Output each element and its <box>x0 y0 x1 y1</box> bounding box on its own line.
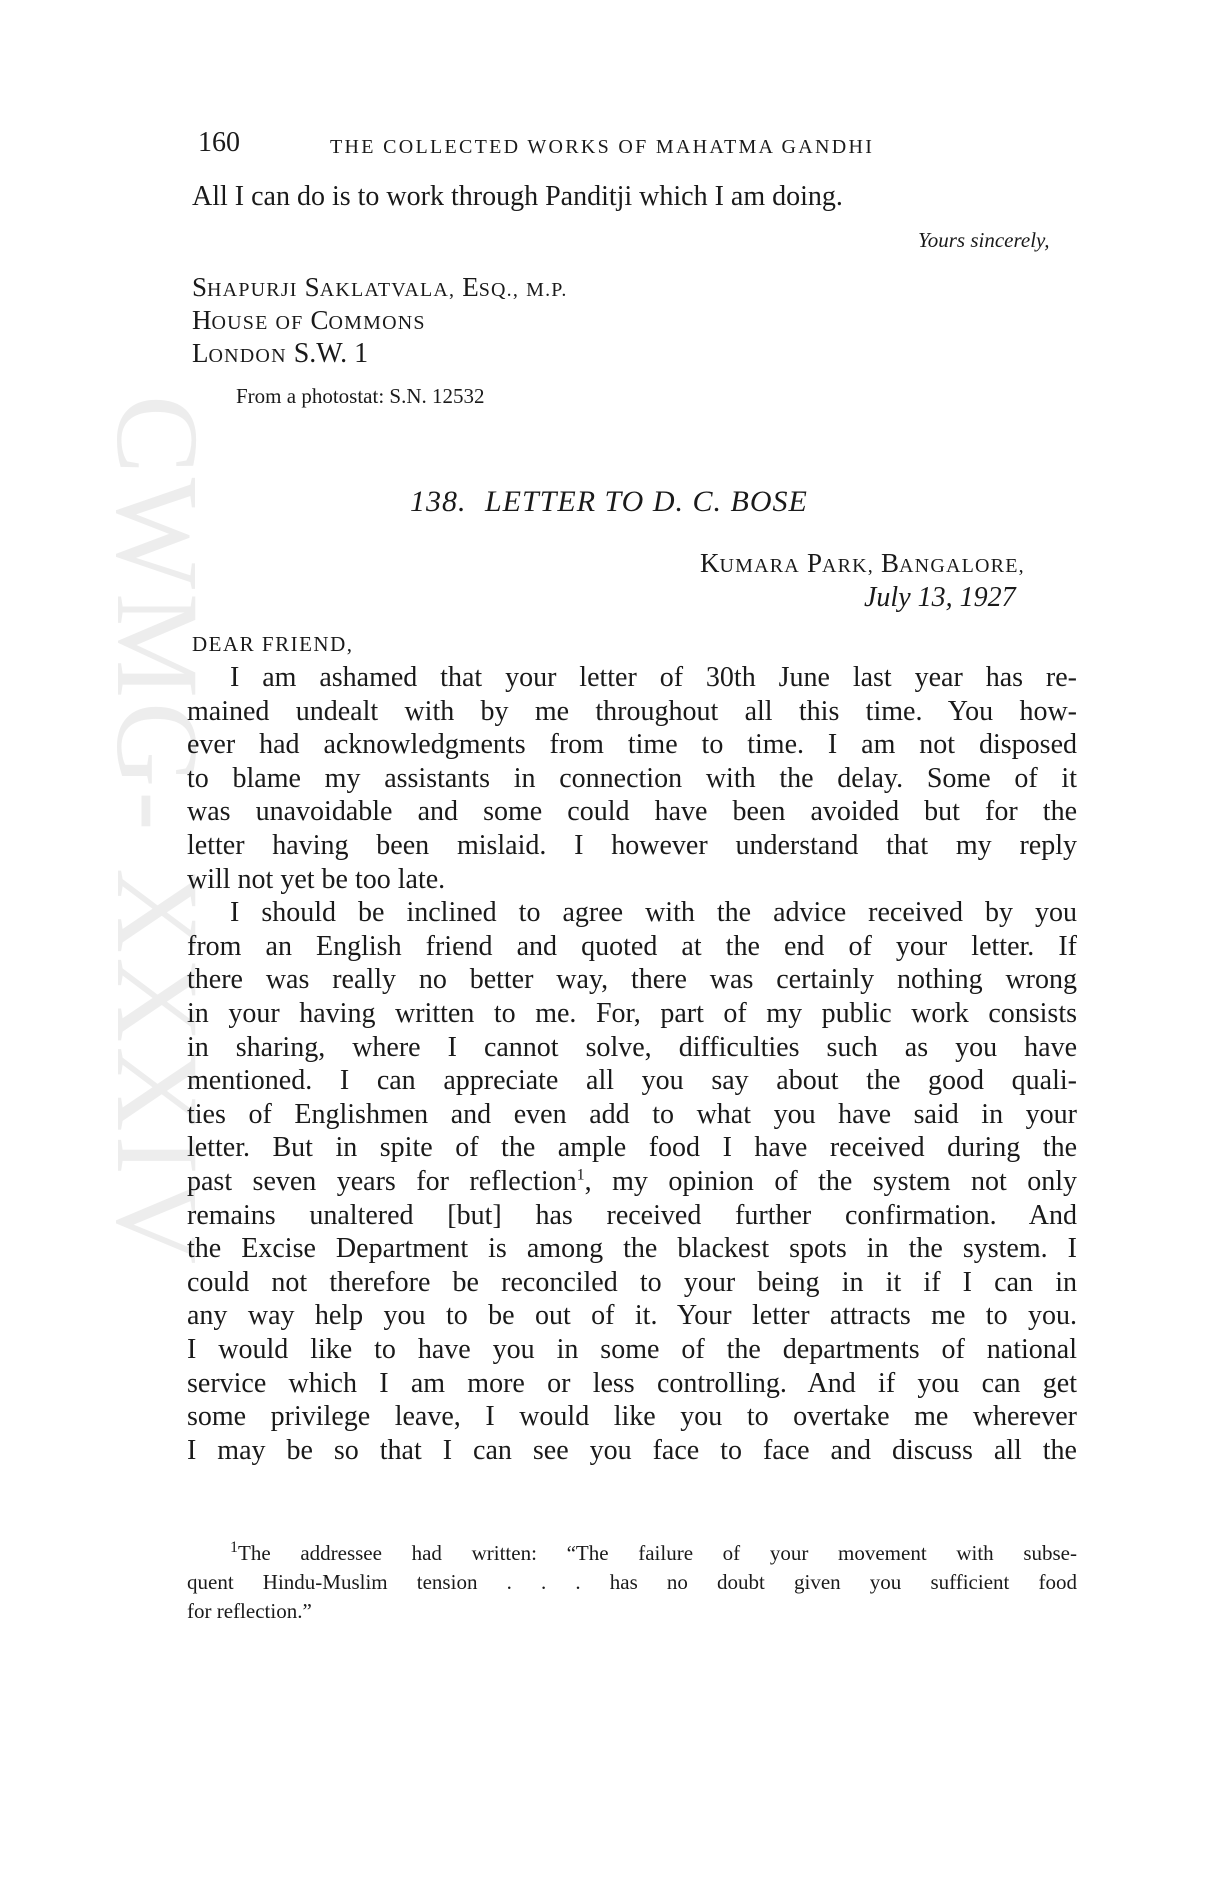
body-line: to blame my assistants in connection with the delay. Some of it <box>187 763 1077 794</box>
address-rest: HAPURJI <box>207 279 298 301</box>
body-line-with-footnote <box>187 1166 1077 1198</box>
footnote-number: 1 <box>230 1539 238 1556</box>
place-rest: UMARA <box>719 555 800 577</box>
date-month-day: July 13, <box>864 582 953 613</box>
running-head: THE COLLECTED WORKS OF MAHATMA GANDHI <box>330 136 875 158</box>
letter-number: 138. <box>410 485 467 518</box>
address-rest: OF <box>275 312 304 334</box>
body-line: could not therefore be reconciled to your being in it if I can in <box>187 1267 1077 1298</box>
footnote-line: quent Hindu-Muslim tension . . . has no doubt given you sufficient food <box>187 1570 1077 1594</box>
body-line: I am ashamed that your letter of 30th June last year has re- <box>230 662 1077 693</box>
body-line: letter. But in spite of the ample food I have received during the <box>187 1132 1077 1163</box>
watermark-text: CWMG- XXXIV <box>92 395 223 1269</box>
letter-place <box>700 548 1025 580</box>
body-line: was unavoidable and some could have been avoided but for the <box>187 796 1077 827</box>
place-cap: K <box>700 548 720 578</box>
address-rest: OMMONS <box>328 312 426 334</box>
signoff: Yours sincerely, <box>918 228 1050 252</box>
letter-heading <box>410 485 808 519</box>
source-citation: From a photostat: S.N. 12532 <box>236 384 485 408</box>
footnote-line <box>230 1541 1077 1566</box>
body-line: mentioned. I can appreciate all you say about the good quali- <box>187 1065 1077 1096</box>
body-line: from an English friend and quoted at the end of your letter. If <box>187 931 1077 962</box>
address-rest: OUSE <box>211 312 269 334</box>
date-year: 1927 <box>959 582 1016 613</box>
body-line: the Excise Department is among the blackest spots in the system. I <box>187 1233 1077 1264</box>
body-line: will not yet be too late. <box>187 864 446 895</box>
salutation: DEAR FRIEND, <box>192 632 354 656</box>
address-line-3 <box>192 338 368 370</box>
body-line: ties of Englishmen and even add to what you have said in your <box>187 1099 1077 1130</box>
address-rest: SQ., <box>478 279 520 301</box>
footnote-line: for reflection.” <box>187 1599 312 1623</box>
address-cap: S <box>304 272 320 302</box>
footnote-text: The addressee had written: “The failure of your movement with subse- <box>238 1541 1077 1565</box>
body-line: there was really no better way, there was certainly nothing wrong <box>187 964 1077 995</box>
letter-title: LETTER TO D. C. BOSE <box>485 485 808 518</box>
address-title: M.P. <box>526 279 568 301</box>
page-header <box>198 127 1078 167</box>
body-line: I would like to have you in some of the departments of national <box>187 1334 1077 1365</box>
address-postcode: S.W. 1 <box>293 338 369 369</box>
body-line: letter having been mislaid. I however understand that my reply <box>187 830 1077 861</box>
body-line: in sharing, where I cannot solve, difficulties such as you have <box>187 1032 1077 1063</box>
place-rest: ANGALORE, <box>899 555 1025 577</box>
address-cap: H <box>192 305 212 335</box>
letter-date <box>864 582 1016 614</box>
body-line: mained undealt with by me throughout all this time. You how- <box>187 696 1077 727</box>
body-line: ever had acknowledgments from time to time. I am not disposed <box>187 729 1077 760</box>
address-cap: L <box>192 338 209 368</box>
body-text: , my opinion of the system not only <box>584 1166 1077 1197</box>
previous-letter-closing-line: All I can do is to work through Panditji which I am doing. <box>192 181 843 212</box>
address-cap: E <box>462 272 479 302</box>
body-line: some privilege leave, I would like you to overtake me wherever <box>187 1401 1077 1432</box>
body-line: I should be inclined to agree with the advice received by you <box>230 897 1077 928</box>
address-line-2 <box>192 305 426 337</box>
address-cap: S <box>192 272 208 302</box>
body-text: past seven years for reflection <box>187 1166 577 1197</box>
footnote-marker: 1 <box>576 1166 585 1184</box>
place-rest: ARK, <box>821 555 875 577</box>
body-line: I may be so that I can see you face to face and discuss all the <box>187 1435 1077 1466</box>
address-rest: AKLATVALA, <box>319 279 456 301</box>
body-line: in your having written to me. For, part of my public work consists <box>187 998 1077 1029</box>
address-cap: C <box>310 305 329 335</box>
place-cap: P <box>806 548 822 578</box>
body-line: any way help you to be out of it. Your letter attracts me to you. <box>187 1300 1077 1331</box>
place-cap: B <box>881 548 900 578</box>
body-line: remains unaltered [but] has received further confirmation. And <box>187 1200 1077 1231</box>
body-line: service which I am more or less controlling. And if you can get <box>187 1368 1077 1399</box>
address-rest: ONDON <box>208 345 287 367</box>
address-line-1 <box>192 272 568 304</box>
page-number: 160 <box>198 127 240 158</box>
